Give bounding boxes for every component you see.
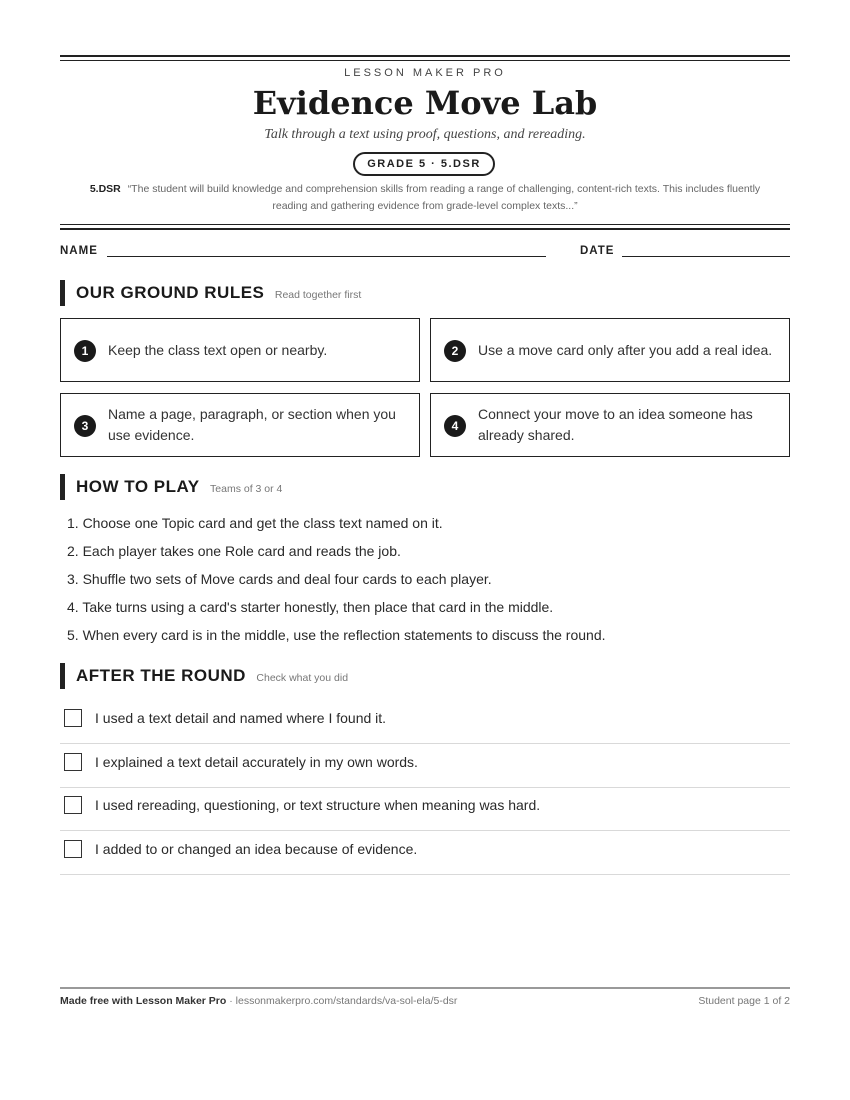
step-item: 2. Each player takes one Role card and reads the job. (67, 543, 401, 559)
standard-code: 5.DSR (89, 183, 121, 195)
footer-rule (60, 987, 790, 989)
checklist-item (60, 743, 790, 788)
rule-number: 4 (444, 415, 466, 437)
step-item: 5. When every card is in the middle, use the reflection statements to discuss the round. (67, 627, 606, 643)
date-label: DATE (580, 245, 615, 257)
section-subtitle: Read together first (274, 289, 362, 301)
ground-rules-heading (60, 280, 361, 306)
brand-label: LESSON MAKER PRO (344, 67, 506, 79)
rule-card (60, 393, 420, 457)
checkbox[interactable] (64, 753, 82, 771)
section-title: AFTER THE ROUND (76, 666, 246, 685)
rule-number: 1 (74, 340, 96, 362)
step-item: 3. Shuffle two sets of Move cards and deal four cards to each player. (67, 571, 492, 587)
checklist-text: I used a text detail and named where I found it. (95, 710, 387, 726)
rule-text: Name a page, paragraph, or section when you use evidence. (108, 406, 396, 443)
rule-text: Keep the class text open or nearby. (108, 341, 328, 358)
checkbox[interactable] (64, 796, 82, 814)
worksheet-page (60, 0, 790, 1100)
footer-credit (60, 995, 457, 1007)
header-bottom-rule (60, 228, 790, 230)
checklist-text: I used rereading, questioning, or text structure when meaning was hard. (95, 797, 541, 813)
header-top-rule-thin (60, 60, 790, 61)
checklist-item (60, 830, 790, 875)
page-subtitle: Talk through a text using proof, questions, and rereading. (264, 127, 586, 142)
checkbox[interactable] (64, 709, 82, 727)
section-title: OUR GROUND RULES (76, 283, 265, 302)
rule-card (430, 393, 790, 457)
checklist-text: I added to or changed an idea because of evidence. (95, 841, 418, 857)
rule-number: 2 (444, 340, 466, 362)
name-label: NAME (60, 245, 98, 257)
date-field[interactable] (622, 256, 790, 257)
rule-card (60, 318, 420, 382)
name-field[interactable] (107, 256, 546, 257)
rule-text: Connect your move to an idea someone has already shared. (478, 406, 753, 443)
grade-badge: GRADE 5 · 5.DSR (353, 152, 495, 176)
section-subtitle: Teams of 3 or 4 (210, 483, 283, 495)
section-subtitle: Check what you did (256, 672, 349, 684)
checklist-item (60, 786, 790, 831)
header-bottom-rule-thin (60, 224, 790, 225)
standard-text: “The student will build knowledge and comprehension skills from reading a range of challenging, content-rich texts. This includes fluently reading and gathering evidence from grade-level complex texts...” (127, 183, 761, 212)
page-title: Evidence Move Lab (252, 84, 598, 122)
checklist-item (60, 699, 790, 744)
standard-description (75, 181, 775, 215)
header-top-rule (60, 55, 790, 57)
step-item: 1. Choose one Topic card and get the class text named on it. (67, 515, 443, 531)
how-to-play-heading (60, 474, 282, 500)
section-title: HOW TO PLAY (76, 477, 200, 496)
checkbox[interactable] (64, 840, 82, 858)
rule-number: 3 (74, 415, 96, 437)
step-item: 4. Take turns using a card's starter honestly, then place that card in the middle. (67, 599, 554, 615)
footer-url: · lessonmakerpro.com/standards/va-sol-ela/5-dsr (229, 995, 458, 1007)
checklist-text: I explained a text detail accurately in my own words. (95, 754, 418, 770)
rule-card (430, 318, 790, 382)
rule-text: Use a move card only after you add a real idea. (478, 341, 773, 358)
page-number: Student page 1 of 2 (698, 995, 790, 1007)
made-with-label: Made free with Lesson Maker Pro (60, 995, 227, 1007)
steps-list (67, 509, 787, 649)
after-round-heading (60, 663, 348, 689)
